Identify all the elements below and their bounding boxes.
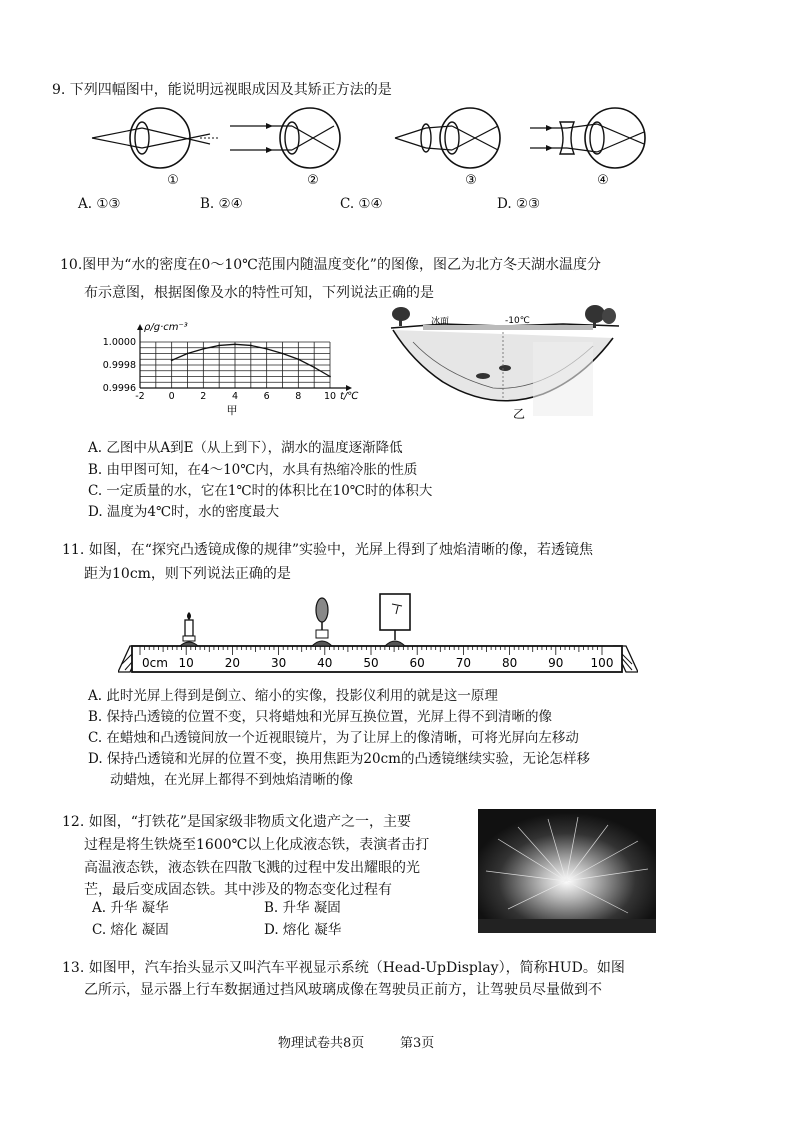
ruler-label: 70 bbox=[455, 656, 472, 670]
q11-option-d: D. 保持凸透镜和光屏的位置不变，换用焦距为20cm的凸透镜继续实验，无论怎样移 bbox=[88, 751, 590, 767]
ruler-label: 60 bbox=[409, 656, 425, 670]
ruler-label: 30 bbox=[270, 656, 287, 670]
chart-point bbox=[187, 353, 189, 355]
q12-option-b: B. 升华 凝固 bbox=[264, 900, 341, 916]
ruler-label: 40 bbox=[317, 656, 333, 670]
chart-point bbox=[234, 343, 236, 345]
chart-point bbox=[250, 345, 252, 347]
chart-x-tick: 8 bbox=[295, 391, 302, 402]
candle bbox=[180, 612, 198, 646]
density-chart bbox=[90, 318, 380, 418]
chart-y-tick: 0.9998 bbox=[102, 360, 136, 371]
chart-point bbox=[313, 366, 315, 368]
fig-label-4: ④ bbox=[597, 173, 609, 186]
chart-point bbox=[202, 348, 204, 350]
q9-option-d: D. ②③ bbox=[497, 196, 541, 212]
ruler-label: 50 bbox=[363, 656, 379, 670]
footer-total-pages: 物理试卷共8页 bbox=[278, 1036, 365, 1051]
eye-diagram-4 bbox=[530, 108, 645, 168]
q13-stem-line1: 13. 如图甲，汽车抬头显示又叫汽车平视显示系统（Head-UpDisplay），简称HUD。如图 bbox=[62, 960, 625, 976]
q11-stem-line1: 11. 如图，在“探究凸透镜成像的规律”实验中，光屏上得到了烛焰清晰的像，若透镜焦 bbox=[62, 542, 594, 558]
chart-point bbox=[171, 360, 173, 362]
q9-eye-diagrams bbox=[90, 104, 650, 186]
chart-point bbox=[282, 353, 284, 355]
chart-xlabel: t/℃ bbox=[340, 391, 359, 402]
q11-option-d-cont: 动蜡烛，在光屏上都得不到烛焰清晰的像 bbox=[110, 772, 353, 788]
chart-y-tick: 1.0000 bbox=[102, 337, 136, 348]
q10-option-d: D. 温度为4℃时，水的密度最大 bbox=[88, 504, 280, 520]
q10-stem-line1: 10.图甲为“水的密度在0～10℃范围内随温度变化”的图像，图乙为北方冬天湖水温度分 bbox=[60, 257, 601, 273]
q12-option-d: D. 熔化 凝华 bbox=[264, 922, 342, 938]
chart-x-tick: 4 bbox=[231, 391, 239, 402]
eye-diagram-2 bbox=[230, 108, 340, 168]
fig-label-2: ② bbox=[307, 173, 319, 186]
ruler-label: 0cm bbox=[142, 656, 168, 670]
chart-x-tick: 0 bbox=[168, 391, 175, 402]
q9-option-c: C. ①④ bbox=[340, 196, 383, 212]
optical-bench bbox=[118, 590, 638, 680]
ruler-label: 90 bbox=[548, 656, 564, 670]
footer-page-number: 第3页 bbox=[400, 1036, 435, 1051]
chart-point bbox=[297, 358, 299, 360]
chart-point bbox=[218, 345, 220, 347]
lake-temp-label: -10℃ bbox=[505, 316, 530, 326]
light-screen bbox=[380, 594, 410, 646]
lake-diagram bbox=[383, 302, 631, 422]
q9-option-a: A. ①③ bbox=[78, 196, 121, 212]
tree-icon-left bbox=[392, 307, 410, 326]
eye-diagram-1 bbox=[92, 108, 220, 168]
q12-option-a: A. 升华 凝华 bbox=[92, 900, 169, 916]
q11-option-b: B. 保持凸透镜的位置不变，只将蜡烛和光屏互换位置，光屏上得不到清晰的像 bbox=[88, 709, 553, 725]
iron-flower-photo bbox=[478, 809, 656, 933]
q12-line1: 12. 如图，“打铁花”是国家级非物质文化遗产之一，主要 bbox=[62, 814, 412, 830]
q13-stem-line2: 乙所示，显示器上行车数据通过挡风玻璃成像在驾驶员正前方，让驾驶员尽量做到不 bbox=[84, 982, 602, 998]
chart-x-tick: 10 bbox=[323, 391, 337, 402]
ruler-label: 10 bbox=[178, 656, 194, 670]
q12-line3: 高温液态铁，液态铁在四散飞溅的过程中发出耀眼的光 bbox=[84, 860, 420, 876]
chart-y-arrow bbox=[137, 324, 143, 330]
q11-option-a: A. 此时光屏上得到是倒立、缩小的实像，投影仪利用的就是这一原理 bbox=[88, 688, 498, 704]
q12-option-c: C. 熔化 凝固 bbox=[92, 922, 169, 938]
chart-x-tick: 6 bbox=[263, 391, 270, 402]
fig-label-1: ① bbox=[167, 173, 179, 186]
q9-option-b: B. ②④ bbox=[200, 196, 243, 212]
q12-line4: 芒，最后变成固态铁。其中涉及的物态变化过程有 bbox=[84, 882, 392, 898]
q10-option-b: B. 由甲图可知，在4～10℃内，水具有热缩冷胀的性质 bbox=[88, 462, 418, 478]
q10-option-c: C. 一定质量的水，它在1℃时的体积比在10℃时的体积大 bbox=[88, 483, 433, 499]
lake-figure-label: 乙 bbox=[513, 407, 526, 421]
ruler-label: 20 bbox=[224, 656, 241, 670]
lake-ice-label: 冰面 bbox=[431, 317, 450, 327]
q11-stem-line2: 距为10cm，则下列说法正确的是 bbox=[84, 566, 291, 582]
fig-label-3: ③ bbox=[465, 173, 477, 186]
eye-diagram-3 bbox=[395, 108, 500, 168]
chart-figure-label: 甲 bbox=[226, 404, 238, 417]
ruler-label: 100 bbox=[590, 656, 614, 670]
chart-x-tick: 2 bbox=[200, 391, 207, 402]
chart-x-tick: -2 bbox=[135, 391, 145, 402]
chart-ylabel: ρ/g·cm⁻³ bbox=[144, 322, 188, 333]
q9-stem: 9. 下列四幅图中，能说明远视眼成因及其矫正方法的是 bbox=[52, 82, 392, 98]
chart-point bbox=[329, 376, 331, 378]
convex-lens bbox=[312, 598, 332, 646]
chart-y-tick: 0.9996 bbox=[102, 383, 136, 394]
q10-option-a: A. 乙图中从A到E（从上到下），湖水的温度逐渐降低 bbox=[88, 440, 403, 456]
q10-stem-line2: 布示意图，根据图像及水的特性可知，下列说法正确的是 bbox=[84, 285, 434, 301]
ruler-label: 80 bbox=[501, 656, 518, 670]
q11-option-c: C. 在蜡烛和凸透镜间放一个近视眼镜片，为了让屏上的像清晰，可将光屏向左移动 bbox=[88, 730, 579, 746]
chart-point bbox=[266, 348, 268, 350]
q12-line2: 过程是将生铁烧至1600℃以上化成液态铁，表演者击打 bbox=[84, 837, 430, 853]
